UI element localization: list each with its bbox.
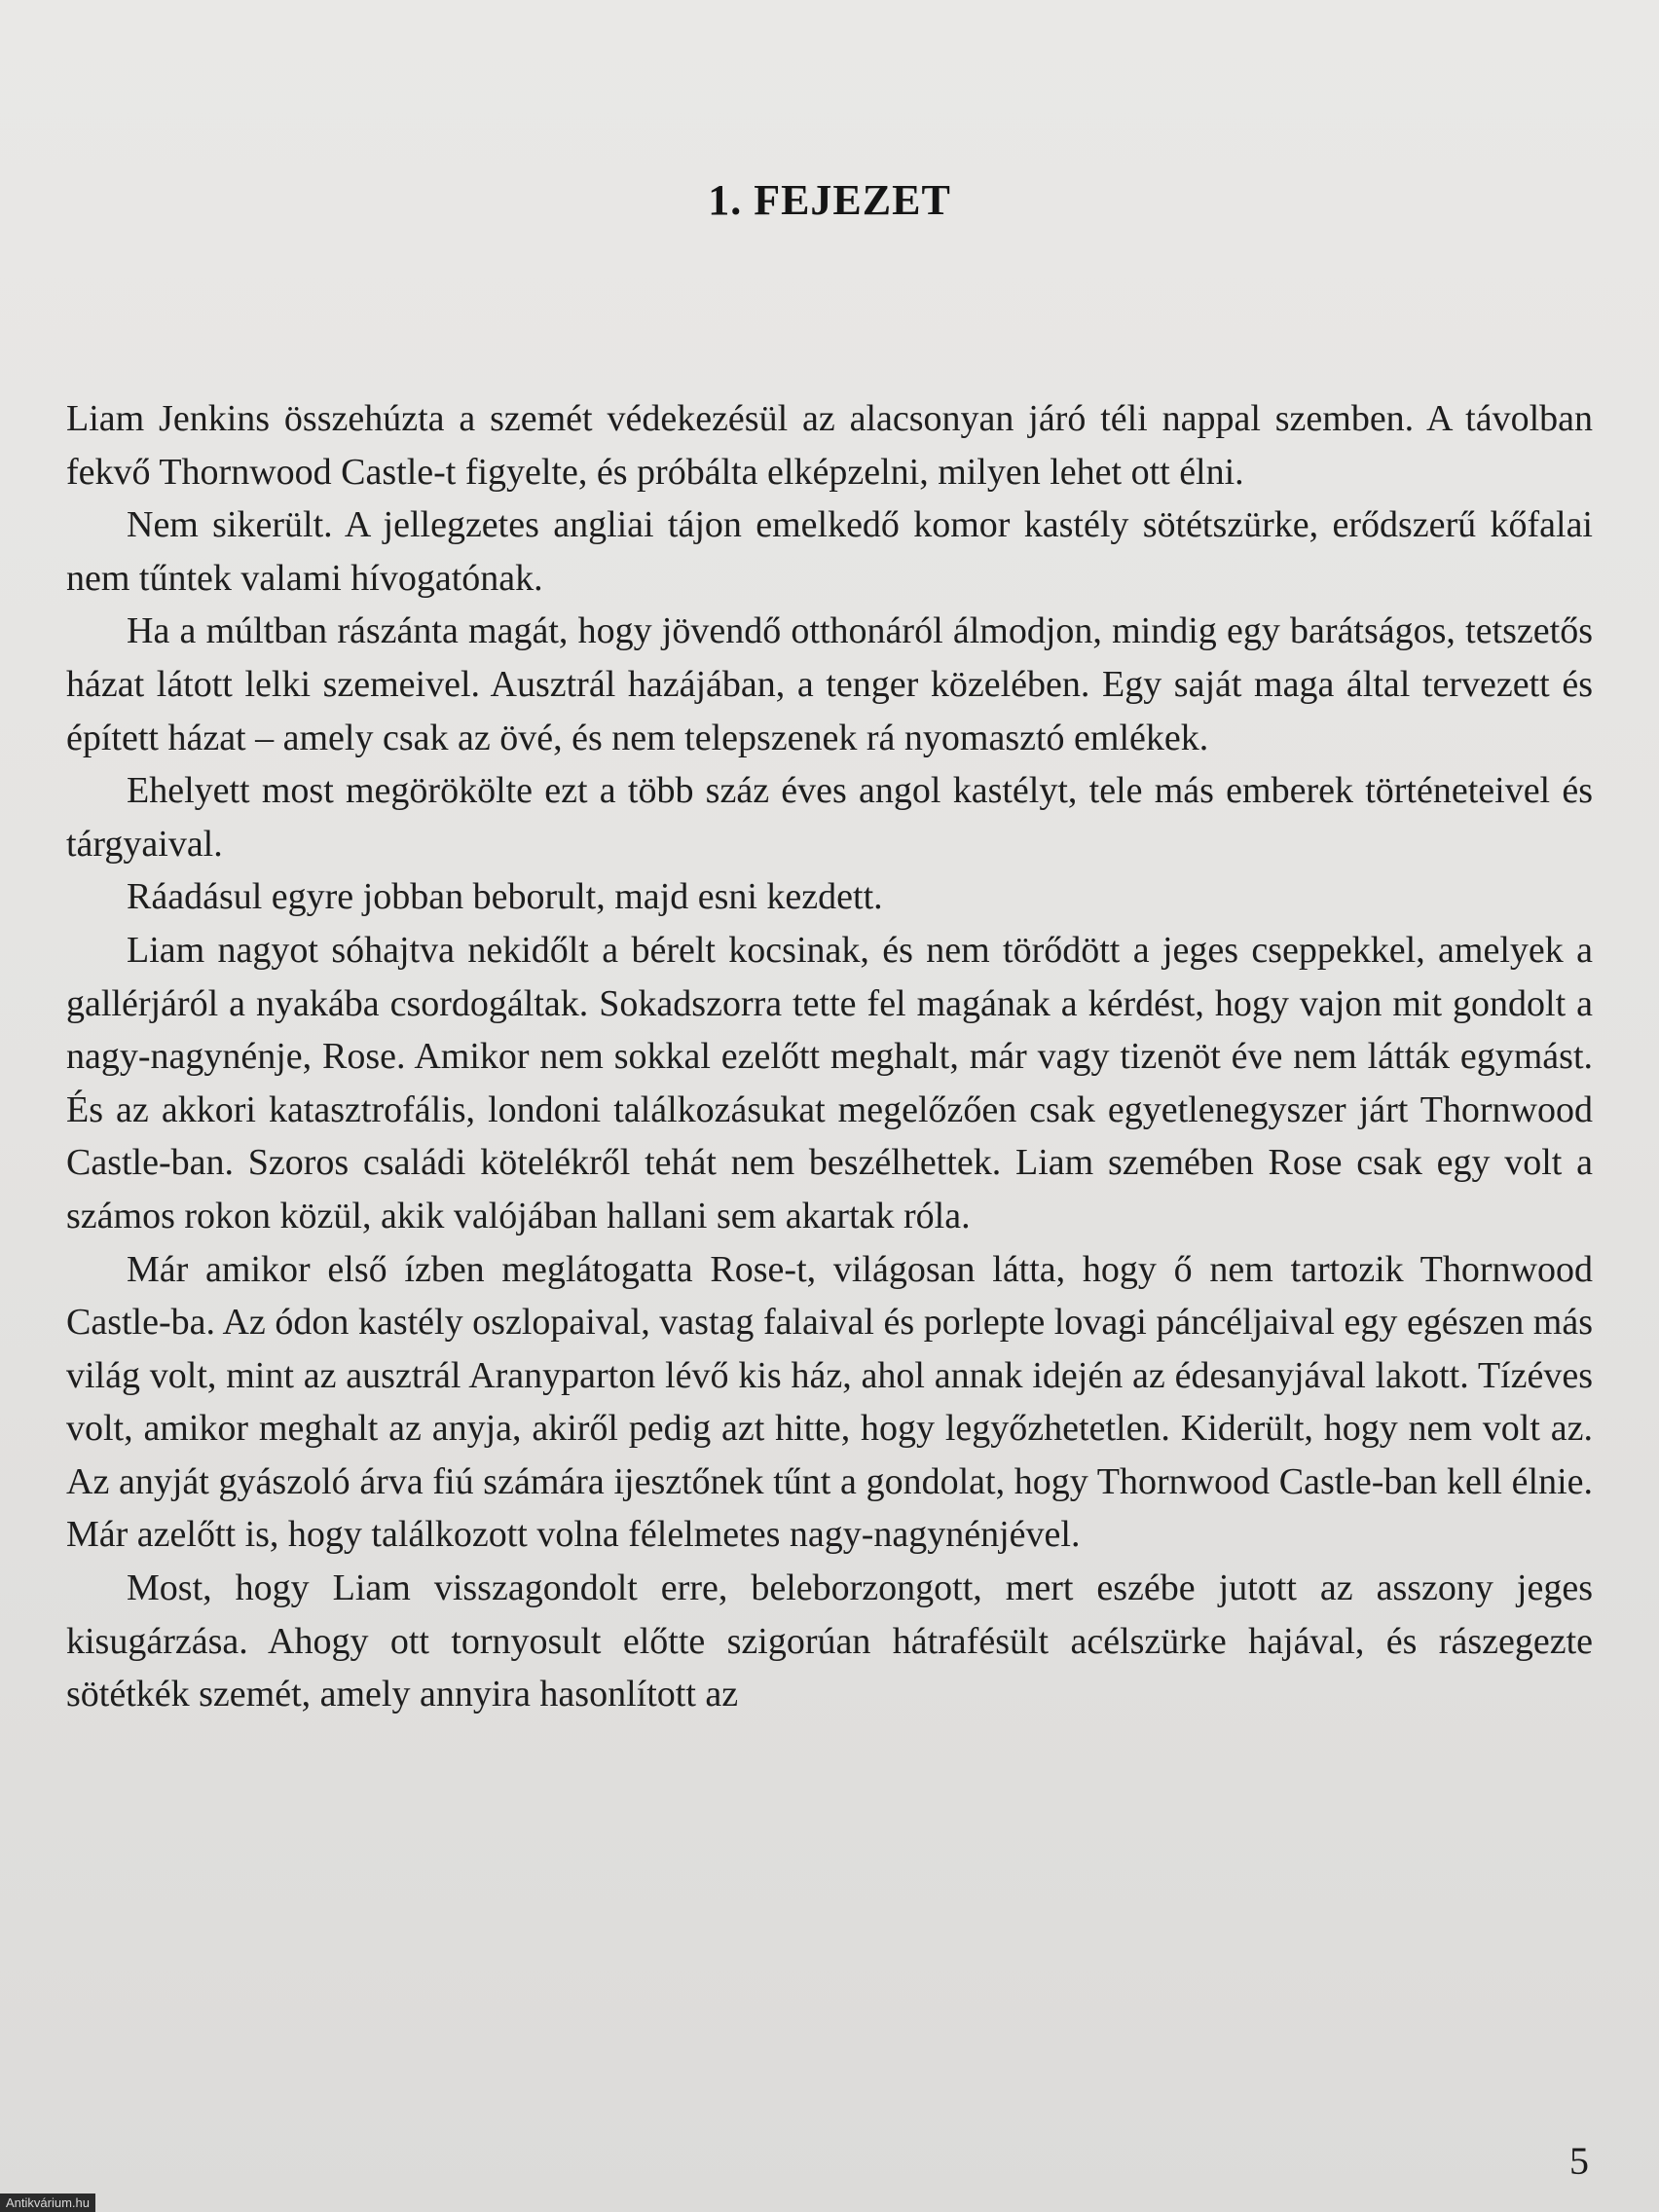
paragraph-5: Ráadásul egyre jobban beborult, majd esni kezdett. [127,876,883,918]
page-number: 5 [1569,2139,1589,2183]
paragraph-7: Már amikor első ízben meglátogatta Rose-t, világosan látta, hogy ő nem tartozik Thornwood Castle-ba. Az ódon kastély oszlopaival, vastag falaival és porlepte lovagi páncéljaival egy egészen más világ volt, mint az ausztrál Aranyparton lévő kis ház, ahol annak idején az édesanyjával lakott. Tízéves volt, amikor meghalt az anyja, akiről pedig azt hitte, hogy legyőzhetetlen. Kiderült, hogy nem volt az. Az anyját gyászoló árva fiú számára ijesztőnek tűnt a gondolat, hogy Thornwood Castle-ban kell élnie. Már azelőtt is, hogy találkozott volna félelmetes nagy-nagynénjével. [66,1248,1593,1556]
paragraph-8: Most, hogy Liam visszagondolt erre, beleborzongott, mert eszébe jutott az asszony jeges kisugárzása. Ahogy ott tornyosult előtte szigorúan hátrafésült acélszürke hajával, és rászegezte sötétkék szemét, amely annyira hasonlított az [66,1567,1593,1715]
paragraph-4: Ehelyett most megörökölte ezt a több száz éves angol kastélyt, tele más emberek történeteivel és tárgyaival. [66,770,1593,865]
chapter-body [66,392,1593,1721]
paragraph-3: Ha a múltban rászánta magát, hogy jövendő otthonáról álmodjon, mindig egy barátságos, tetszetős házat látott lelki szemeivel. Ausztrál hazájában, a tenger közelében. Egy saját maga által tervezett és épített házat – amely csak az övé, és nem telepszenek rá nyomasztó emlékek. [66,610,1593,758]
paragraph-1: Liam Jenkins összehúzta a szemét védekezésül az alacsonyan járó téli nappal szemben. A távolban fekvő Thornwood Castle-t figyelte, és próbálta elképzelni, milyen lehet ott élni. [66,398,1593,493]
watermark: Antikvárium.hu [0,2194,95,2212]
paragraph-6: Liam nagyot sóhajtva nekidőlt a bérelt kocsinak, és nem törődött a jeges cseppekkel, amelyek a gallérjáról a nyakába csordogáltak. Sokadszorra tette fel magának a kérdést, hogy vajon mit gondolt a nagy-nagynénje, Rose. Amikor nem sokkal ezelőtt meghalt, már vagy tizenöt éve nem látták egymást. És az akkori katasztrofális, londoni találkozásukat megelőzően csak egyetlenegyszer járt Thornwood Castle-ban. Szoros családi kötelékről tehát nem beszélhettek. Liam szemében Rose csak egy volt a számos rokon közül, akik valójában hallani sem akartak róla. [66,929,1593,1236]
chapter-title: 1. FEJEZET [708,176,951,224]
paragraph-2: Nem sikerült. A jellegzetes angliai tájon emelkedő komor kastély sötétszürke, erődszerű kőfalai nem tűntek valami hívogatónak. [66,504,1593,599]
